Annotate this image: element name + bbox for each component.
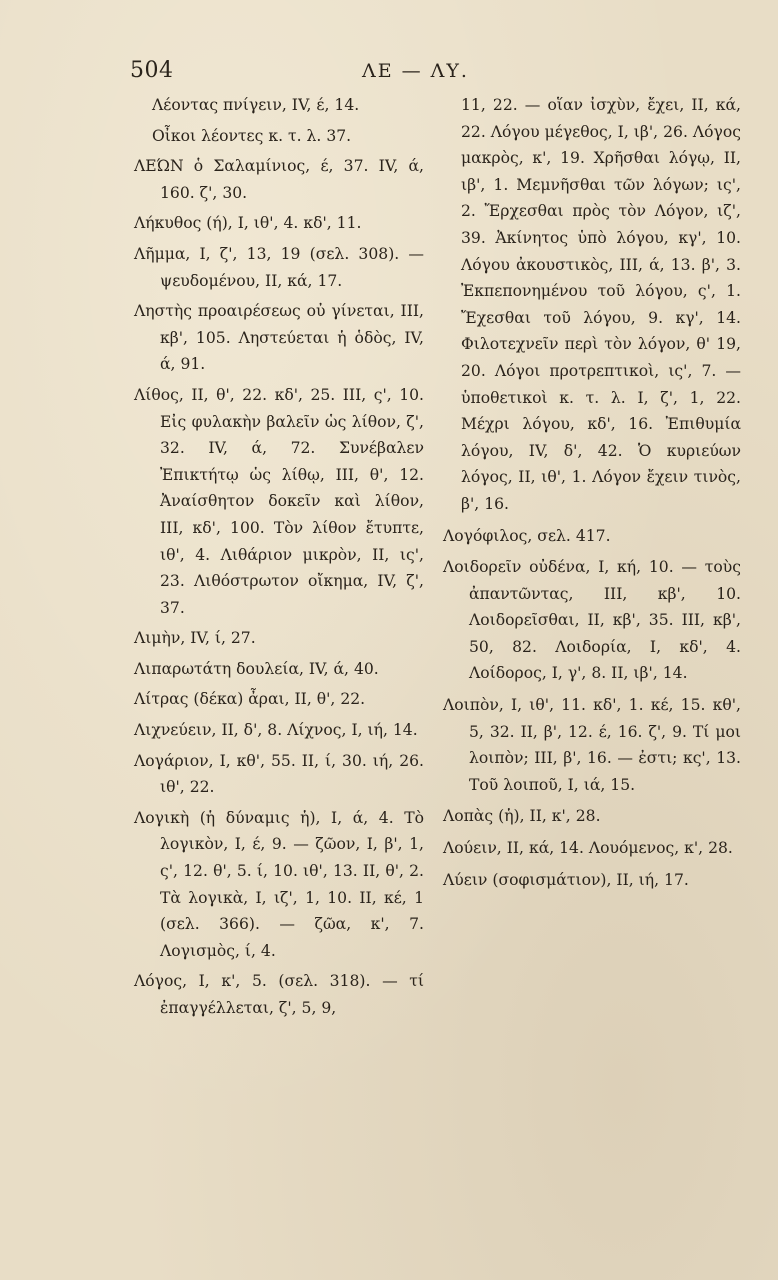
index-entry: Λογάριον, I, κθ', 55. II, ί, 30. ιή, 26. ιθ', 22. [134, 751, 424, 797]
page-header [130, 58, 718, 88]
index-entry: Οἶκοι λέοντες κ. τ. λ. 37. [152, 126, 352, 145]
index-entry: Ληστὴς προαιρέσεως οὐ γίνεται, III, κβ', 105. Ληστεύεται ἡ ὁδὸς, IV, ά, 91. [134, 302, 424, 374]
index-entry: Λύειν (σοφισμάτιον), II, ιή, 17. [443, 870, 689, 889]
index-entry: ΛΕΏΝ ὁ Σαλαμίνιος, έ, 37. IV, ά, 160. ζ', 30. [134, 157, 424, 202]
index-entry-continuation: 11, 22. — οἵαν ἰσχὺν, ἔχει, II, κά, 22. Λόγου μέγεθος, I, ιβ', 26. Λόγος μακρὸς, κ', 19. Χρῆσθαι λόγῳ, II, ιβ', 1. Μεμνῆσθαι τῶν λόγων; ις', 2. Ἔρχεσθαι πρὸς τὸν Λόγον, ιζ', 39. Ἀκίνητος ὑπὸ λόγου, κγ', 10. Λόγου ἀκουστικὸς, III, ά, 13. β', 3. Ἐκπεπονημένου τοῦ λόγου, ς', 1. Ἔχεσθαι τοῦ λόγου, 9. κγ', 14. Φιλοτεχνεῖν περὶ τὸν λόγον, θ' 19, 20. Λόγοι προτρεπτικοὶ, ις', 7. — ὑποθετικοὶ κ. τ. λ. I, ζ', 1, 22. Μέχρι λόγου, κδ', 16. Ἐπιθυμία λόγου, IV, δ', 42. Ὁ κυριεύων λόγος, II, ιθ', 1. Λόγον ἔχειν τινὸς, β', 16. [461, 96, 741, 513]
running-head: ΛΕ — ΛΥ. [362, 60, 469, 82]
right-column [443, 92, 741, 898]
index-entry: Λιπαρωτάτη δουλεία, IV, ά, 40. [134, 659, 379, 678]
index-entry: Λέοντας πνίγειν, IV, έ, 14. [152, 96, 360, 114]
left-column [134, 92, 424, 1026]
index-entry: Λιχνεύειν, II, δ', 8. Λίχνος, I, ιή, 14. [134, 721, 418, 740]
index-entry: Λούειν, II, κά, 14. Λουόμενος, κ', 28. [443, 839, 733, 858]
index-entry: Λόγος, I, κ', 5. (σελ. 318). — τί ἐπαγγέλλεται, ζ', 5, 9, [134, 972, 424, 1017]
page-number: 504 [130, 58, 174, 83]
index-entry: Λοπὰς (ἡ), II, κ', 28. [443, 807, 601, 826]
index-entry: Λίτρας (δέκα) ἆραι, II, θ', 22. [134, 690, 366, 709]
index-entry: Λίθος, II, θ', 22. κδ', 25. III, ς', 10. Εἰς φυλακὴν βαλεῖν ὡς λίθον, ζ', 32. IV, ά, 72. Συνέβαλεν Ἐπικτήτῳ ὡς λίθῳ, III, θ', 12. Ἀναίσθητον δοκεῖν καὶ λίθον, III, κδ', 100. Τὸν λίθον ἔτυπτε, ιθ', 4. Λιθάριον μικρὸν, II, ις', 23. Λιθόστρωτον οἴκημα, IV, ζ', 37. [134, 385, 424, 617]
index-entry: Λήκυθος (ή), I, ιθ', 4. κδ', 11. [134, 214, 362, 233]
index-entry: Λιμὴν, IV, ί, 27. [134, 629, 256, 648]
index-entry: Λογόφιλος, σελ. 417. [443, 526, 611, 545]
index-entry: Λογικὴ (ἡ δύναμις ἡ), I, ά, 4. Τὸ λογικὸν, I, έ, 9. — ζῶον, I, β', 1, ς', 12. θ', 5. ί, 10. ιθ', 13. II, θ', 2. Τὰ λογικὰ, I, ιζ', 1, 10. II, κέ, 1 (σελ. 366). — ζῶα, κ', 7. Λογισμὸς, ί, 4. [134, 808, 424, 960]
index-entry: Λοιπὸν, I, ιθ', 11. κδ', 1. κέ, 15. κθ', 5, 32. II, β', 12. έ, 16. ζ', 9. Τί μοι λοιπὸν; III, β', 16. — ἐστι; κς', 13. Τοῦ λοιποῦ, I, ιά, 15. [443, 696, 741, 794]
index-entry: Λῆμμα, I, ζ', 13, 19 (σελ. 308). — ψευδομένου, II, κά, 17. [134, 244, 424, 290]
index-entry: Λοιδορεῖν οὐδένα, I, κή, 10. — τοὺς ἀπαντῶντας, III, κβ', 10. Λοιδορεῖσθαι, II, κβ', 35. III, κβ', 50, 82. Λοιδορία, I, κδ', 4. Λοίδορος, I, γ', 8. II, ιβ', 14. [443, 558, 741, 683]
